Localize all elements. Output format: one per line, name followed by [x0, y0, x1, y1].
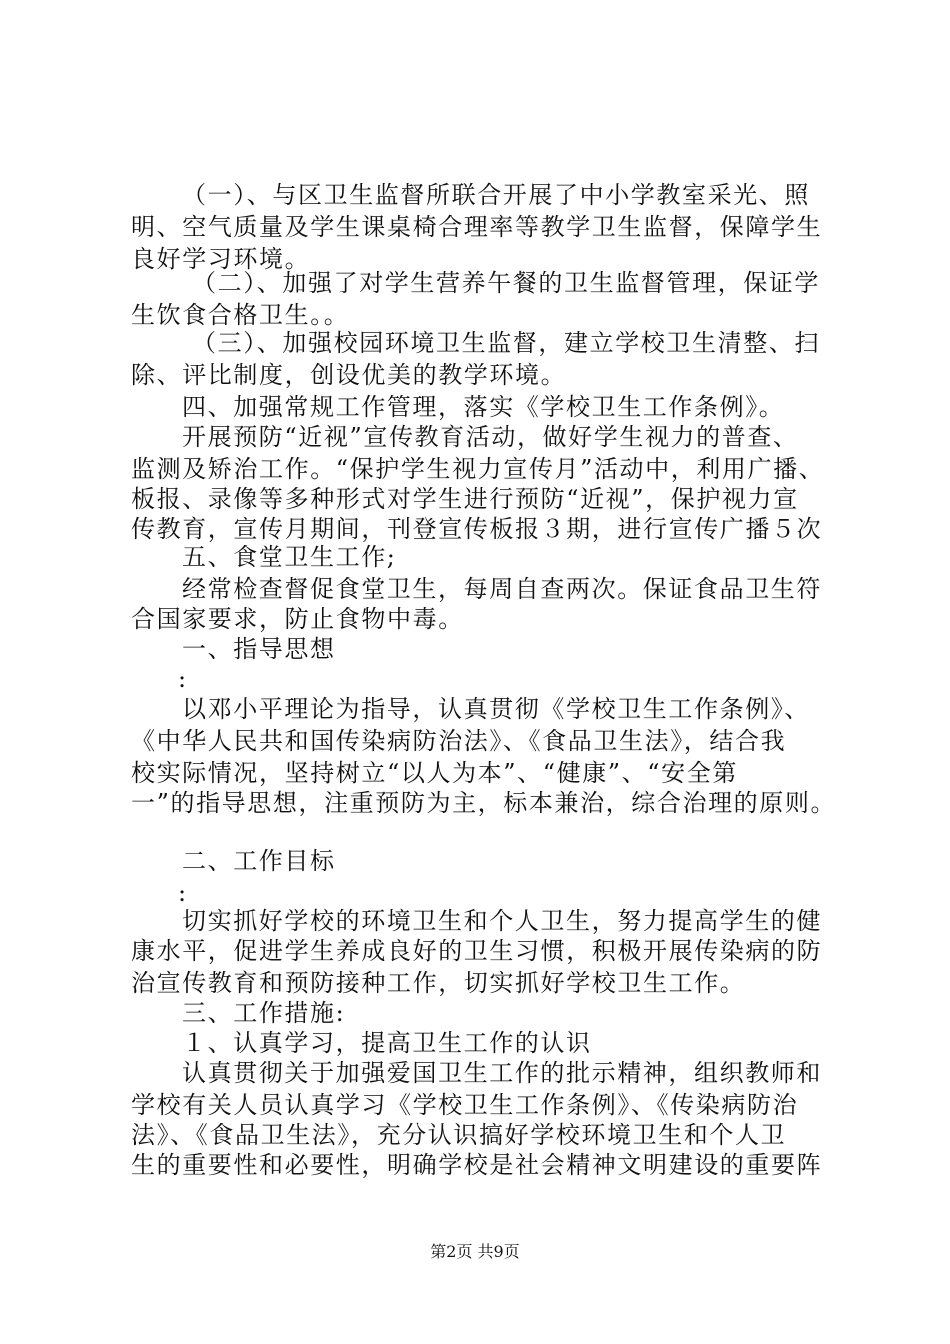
- text-line: １、认真学习，提高卫生工作的认识: [182, 1029, 592, 1057]
- text-line: 经常检查督促食堂卫生，每周自查两次。保证食品卫生符: [182, 575, 822, 603]
- text-line: 明、空气质量及学生课桌椅合理率等教学卫生监督，保障学生: [131, 213, 823, 241]
- text-line: （二）、加强了对学生营养午餐的卫生监督管理，保证学: [192, 269, 820, 297]
- text-line: 一”的指导思想，注重预防为主，标本兼治，综合治理的原则。: [131, 789, 837, 817]
- text-line: 生饮食合格卫生。。: [131, 301, 350, 329]
- text-line: :: [178, 879, 188, 907]
- text-line: 板报、录像等多种形式对学生进行预防“近视”，保护视力宣: [131, 485, 799, 513]
- text-line: 《中华人民共和国传染病防治法》、《食品卫生法》，结合我: [131, 727, 787, 755]
- text-line: 生的重要性和必要性，明确学校是社会精神文明建设的重要阵: [131, 1151, 823, 1179]
- text-line: （三）、加强校园环境卫生监督，建立学校卫生清整、扫: [192, 329, 820, 357]
- text-line: 认真贯彻关于加强爱国卫生工作的批示精神，组织教师和: [182, 1059, 822, 1087]
- text-line: 除、评比制度，创设优美的教学环境。: [131, 361, 567, 389]
- text-line: 学校有关人员认真学习《学校卫生工作条例》、《传染病防治: [131, 1091, 799, 1119]
- page-number-footer: 第2页 共9页: [430, 1242, 520, 1261]
- text-line: 开展预防“近视”宣传教育活动，做好学生视力的普查、: [182, 423, 799, 451]
- section-heading: 三、工作措施:: [182, 999, 346, 1027]
- text-line: 监测及矫治工作。“保护学生视力宣传月”活动中，利用广播、: [131, 455, 825, 483]
- text-line: 法》、《食品卫生法》，充分认识搞好学校环境卫生和个人卫: [131, 1121, 787, 1149]
- section-heading: 一、指导思想: [182, 635, 336, 663]
- text-line: 以邓小平理论为指导，认真贯彻《学校卫生工作条例》、: [182, 695, 810, 723]
- text-line: 康水平，促进学生养成良好的卫生习惯，积极开展传染病的防: [131, 937, 823, 965]
- text-line: :: [178, 665, 188, 693]
- text-line: 五、食堂卫生工作;: [182, 543, 397, 571]
- text-line: 治宣传教育和预防接种工作，切实抓好学校卫生工作。: [131, 969, 746, 997]
- text-line: 四、加强常规工作管理，落实《学校卫生工作条例》。: [182, 393, 785, 421]
- text-line: 校实际情况，坚持树立“以人为本”、“健康”、“安全第: [131, 759, 738, 787]
- section-heading: 二、工作目标: [182, 847, 336, 875]
- text-line: 合国家要求，防止食物中毒。: [131, 605, 464, 633]
- text-line: （一）、与区卫生监督所联合开展了中小学教室采光、照: [182, 181, 810, 209]
- text-line: 良好学习环境。: [131, 245, 311, 273]
- text-line: 传教育，宣传月期间，刊登宣传板报３期，进行宣传广播５次: [131, 515, 823, 543]
- text-line: 切实抓好学校的环境卫生和个人卫生，努力提高学生的健: [182, 907, 822, 935]
